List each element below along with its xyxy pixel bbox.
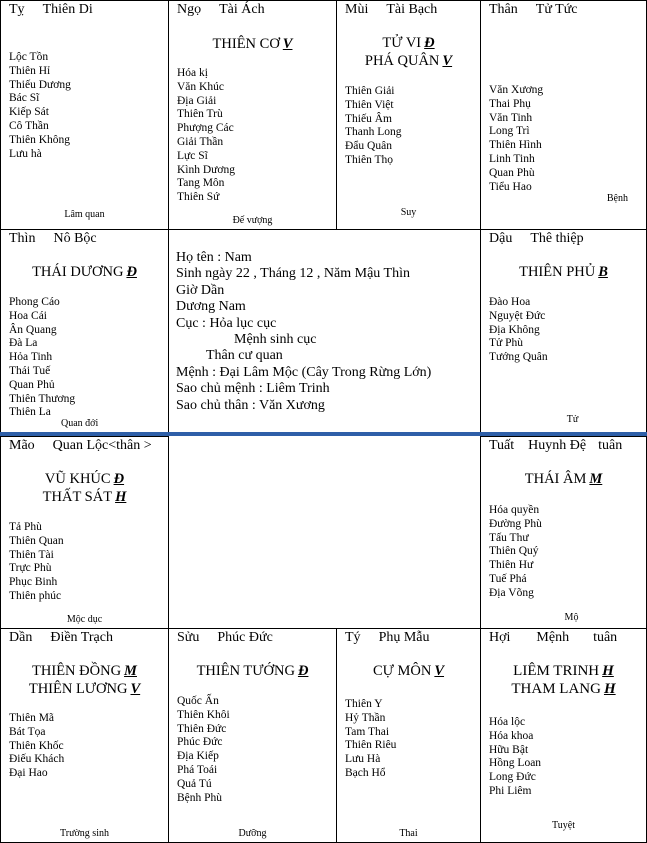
cell-stage: Bệnh xyxy=(606,193,628,204)
minor-star: Thiên Quan xyxy=(9,534,64,547)
minor-star: Trực Phù xyxy=(9,562,52,575)
cell-stage: Suy xyxy=(400,207,417,218)
cell-stage: Lâm quan xyxy=(64,209,105,220)
minor-star: Thiên Tài xyxy=(9,548,54,561)
cell-header xyxy=(489,630,642,646)
minor-star: Thiên Mã xyxy=(9,712,55,724)
main-stars xyxy=(1,662,168,698)
main-stars xyxy=(1,263,168,281)
minor-star: Lộc Tồn xyxy=(9,51,49,63)
minor-star: Văn Tinh xyxy=(489,111,533,124)
cell-header xyxy=(345,630,476,646)
cell-header xyxy=(9,2,164,18)
minor-star: Thiên Hỉ xyxy=(9,64,51,77)
minor-stars xyxy=(345,698,396,781)
minor-star: Lưu hà xyxy=(9,147,42,160)
minor-star: Tiểu Hao xyxy=(489,180,532,193)
cell-stage: Tuyệt xyxy=(552,820,575,831)
minor-star: Thiên Riêu xyxy=(345,739,397,752)
minor-star: Quan Phủ xyxy=(9,378,55,391)
minor-star: Phúc Đức xyxy=(177,736,223,749)
minor-star: Hóa khoa xyxy=(489,729,534,742)
minor-star: Văn Khúc xyxy=(177,80,224,93)
cell-stage: Quan đới xyxy=(61,418,99,429)
minor-star: Phượng Các xyxy=(177,122,234,135)
cell-header xyxy=(489,231,642,247)
minor-star: Phá Toái xyxy=(177,763,218,776)
cell-stage: Trường sinh xyxy=(60,828,109,839)
main-stars xyxy=(337,34,480,70)
branch-label: Hợi xyxy=(489,630,511,645)
minor-star: Thiên Khôi xyxy=(177,708,230,721)
main-stars xyxy=(481,263,646,281)
branch-label: Dậu xyxy=(489,231,513,246)
branch-label: Tý xyxy=(345,630,361,645)
cell-header xyxy=(345,2,476,18)
minor-star: Thiên Việt xyxy=(345,98,394,111)
minor-star: Long Đức xyxy=(489,771,536,784)
minor-star: Cô Thần xyxy=(9,119,49,132)
branch-label: Ngọ xyxy=(177,2,202,17)
minor-star: Kiếp Sát xyxy=(9,106,49,119)
minor-star: Địa Giải xyxy=(177,94,217,107)
main-stars xyxy=(481,470,646,488)
cell-ty-top xyxy=(0,0,169,230)
minor-star: Đà La xyxy=(9,337,38,350)
main-stars xyxy=(337,662,480,680)
main-star: THIÊN LƯƠNG V xyxy=(28,681,141,697)
cell-than xyxy=(480,0,647,230)
cell-header xyxy=(489,438,642,454)
cell-ngo xyxy=(168,0,337,230)
main-star: THIÊN CƠ V xyxy=(212,36,293,52)
main-stars xyxy=(481,662,646,698)
palace-label: Thê thiệp xyxy=(530,231,584,246)
cell-mao xyxy=(0,436,169,629)
main-star: THIÊN ĐỒNG M xyxy=(32,663,137,679)
main-star: CỰ MÔN V xyxy=(372,663,445,679)
minor-star: Thiên Khốc xyxy=(9,739,64,752)
cell-stage: Đế vượng xyxy=(232,215,273,226)
minor-star: Thiếu Dương xyxy=(9,78,71,91)
minor-star: Bệnh Phù xyxy=(177,791,223,804)
minor-star: Thiên Hư xyxy=(489,559,534,572)
minor-star: Linh Tinh xyxy=(489,152,535,165)
minor-star: Đường Phù xyxy=(489,517,542,530)
main-star: TỬ VI Đ xyxy=(382,35,435,51)
minor-star: Tử Phù xyxy=(489,337,524,350)
palace-label: Phụ Mẫu xyxy=(378,630,430,645)
palace-label: Huynh Đệ xyxy=(528,438,587,453)
minor-stars xyxy=(177,67,235,205)
cell-header xyxy=(9,231,164,247)
main-stars xyxy=(1,470,168,506)
main-stars xyxy=(169,35,336,53)
palace-label: Tài Ách xyxy=(219,2,265,17)
minor-star: Hồng Loan xyxy=(489,757,542,770)
cell-stage: Tử xyxy=(566,414,579,425)
minor-star: Thiên Giải xyxy=(345,85,395,97)
palace-label: Tài Bạch xyxy=(386,2,438,17)
minor-star: Thiên Thương xyxy=(9,392,76,405)
minor-star: Văn Xương xyxy=(489,84,544,96)
minor-star: Quả Tú xyxy=(177,777,212,790)
tuan-label: tuân xyxy=(593,630,618,645)
cell-dau xyxy=(480,229,647,433)
cell-stage: Mộ xyxy=(564,612,579,623)
palace-label: Nô Bộc xyxy=(53,231,97,246)
minor-star: Quốc Ấn xyxy=(177,695,219,707)
minor-stars xyxy=(489,296,548,365)
minor-star: Thiên Y xyxy=(345,698,383,710)
palace-label: Phúc Đức xyxy=(217,630,273,645)
info-birth-hour: Giờ Dần xyxy=(176,282,225,298)
minor-star: Thiên La xyxy=(9,406,51,419)
cell-stage: Thai xyxy=(399,828,418,839)
branch-label: Tuất xyxy=(489,438,515,453)
info-birthdate: Sinh ngày 22 , Tháng 12 , Năm Mậu Thìn xyxy=(176,266,410,282)
minor-star: Tướng Quân xyxy=(489,351,548,364)
cell-thin xyxy=(0,229,169,433)
center-lower xyxy=(168,436,481,629)
main-star: PHÁ QUÂN V xyxy=(364,53,453,69)
minor-star: Hữu Bật xyxy=(489,743,529,756)
minor-stars xyxy=(177,695,230,805)
minor-star: Hóa lộc xyxy=(489,716,526,728)
cell-stage: Dưỡng xyxy=(238,828,267,839)
minor-star: Thiên Thọ xyxy=(345,153,394,166)
minor-star: Lưu Hà xyxy=(345,753,381,766)
minor-star: Thiếu Âm xyxy=(345,112,392,125)
info-cuc: Cục : Hỏa lục cục xyxy=(176,315,277,331)
minor-star: Tấu Thư xyxy=(489,531,529,544)
cell-header xyxy=(9,630,164,646)
cell-header xyxy=(177,2,332,18)
palace-label: Tử Tức xyxy=(535,2,578,17)
minor-stars xyxy=(489,84,543,194)
minor-star: Hỷ Thần xyxy=(345,711,386,724)
minor-star: Thiên Không xyxy=(9,133,71,146)
minor-star: Giải Thần xyxy=(177,135,224,148)
info-menh: Mệnh : Đại Lâm Mộc (Cây Trong Rừng Lớn) xyxy=(176,364,432,380)
cell-header xyxy=(489,2,642,18)
info-gender: Dương Nam xyxy=(176,299,246,315)
minor-stars xyxy=(9,712,64,781)
minor-star: Tuế Phá xyxy=(489,572,527,585)
minor-star: Thiên Đức xyxy=(177,722,227,735)
info-chu-than: Sao chủ thân : Văn Xương xyxy=(176,397,325,413)
main-star: THÁI DƯƠNG Đ xyxy=(32,264,137,280)
birth-info xyxy=(176,250,476,414)
minor-star: Tang Môn xyxy=(177,177,225,190)
main-stars xyxy=(169,662,336,680)
minor-star: Thiên phúc xyxy=(9,589,62,602)
cell-suu xyxy=(168,628,337,843)
minor-stars xyxy=(9,51,71,161)
minor-star: Tả Phù xyxy=(9,521,42,533)
minor-star: Điếu Khách xyxy=(9,753,65,766)
minor-star: Hỏa Tinh xyxy=(9,351,53,364)
minor-star: Đại Hao xyxy=(9,767,48,780)
main-star: VŨ KHÚC Đ xyxy=(44,471,125,487)
minor-star: Đào Hoa xyxy=(489,296,531,308)
minor-star: Đẩu Quân xyxy=(345,140,392,153)
minor-star: Phong Cáo xyxy=(9,296,60,308)
minor-star: Phục Binh xyxy=(9,576,58,589)
main-star: LIÊM TRINH H xyxy=(513,663,614,679)
minor-star: Bát Tọa xyxy=(9,725,46,738)
minor-star: Thiên Quý xyxy=(489,545,539,558)
minor-star: Thiên Hình xyxy=(489,139,542,152)
info-chu-menh: Sao chủ mệnh : Liêm Trinh xyxy=(176,381,330,397)
cell-tuat xyxy=(480,436,647,629)
minor-star: Địa Võng xyxy=(489,586,534,599)
info-name: Họ tên : Nam xyxy=(176,250,252,265)
minor-star: Địa Không xyxy=(489,323,540,336)
minor-star: Nguyệt Đức xyxy=(489,309,546,322)
minor-star: Thiên Sứ xyxy=(177,191,220,204)
minor-star: Phi Liêm xyxy=(489,784,532,797)
minor-stars xyxy=(489,504,542,601)
main-star: THIÊN TƯỚNG Đ xyxy=(196,663,309,679)
cell-ty-bot xyxy=(336,628,481,843)
minor-star: Bác Sĩ xyxy=(9,92,40,105)
minor-star: Hoa Cái xyxy=(9,309,48,322)
minor-star: Long Trì xyxy=(489,125,530,138)
branch-label: Dần xyxy=(9,630,33,645)
minor-stars xyxy=(9,296,75,420)
info-menh-sinh-cuc: Mệnh sinh cục xyxy=(234,331,317,347)
cell-stage: Mộc dục xyxy=(66,614,103,625)
minor-star: Tam Thai xyxy=(345,725,390,738)
main-star: THAM LANG H xyxy=(511,681,616,697)
minor-star: Hóa kị xyxy=(177,67,208,79)
branch-label: Thìn xyxy=(9,231,36,246)
minor-star: Thái Tuế xyxy=(9,364,51,377)
palace-label: Thiên Di xyxy=(42,2,93,17)
palace-label: Quan Lộc<thân > xyxy=(52,438,152,453)
minor-star: Địa Kiếp xyxy=(177,750,219,763)
minor-stars xyxy=(9,521,64,604)
minor-star: Thanh Long xyxy=(345,126,402,139)
main-star: THÁI ÂM M xyxy=(524,471,603,487)
branch-label: Sửu xyxy=(177,630,200,645)
minor-star: Thai Phụ xyxy=(489,97,531,110)
minor-star: Bạch Hổ xyxy=(345,766,386,779)
palace-label: Điền Trạch xyxy=(50,630,113,645)
main-star: THIÊN PHỦ B xyxy=(519,264,608,280)
palace-label: Mệnh xyxy=(536,630,570,645)
cell-dan xyxy=(0,628,169,843)
minor-star: Hóa quyền xyxy=(489,504,540,516)
branch-label: Mão xyxy=(9,438,35,453)
branch-label: Tỵ xyxy=(9,2,25,17)
minor-star: Quan Phù xyxy=(489,166,535,179)
minor-star: Lực Sĩ xyxy=(177,149,208,162)
minor-star: Ân Quang xyxy=(9,323,57,336)
minor-stars xyxy=(489,716,541,799)
main-star: THẤT SÁT H xyxy=(42,489,127,505)
info-than-cu: Thân cư quan xyxy=(206,348,283,364)
tuan-label: tuân xyxy=(598,438,623,453)
branch-label: Mùi xyxy=(345,2,369,17)
minor-stars xyxy=(345,85,402,168)
minor-star: Thiên Trù xyxy=(177,108,223,121)
minor-star: Kình Dương xyxy=(177,163,235,176)
cell-hoi xyxy=(480,628,647,843)
cell-mui xyxy=(336,0,481,230)
cell-header xyxy=(177,630,332,646)
branch-label: Thân xyxy=(489,2,518,17)
cell-header xyxy=(9,438,164,454)
